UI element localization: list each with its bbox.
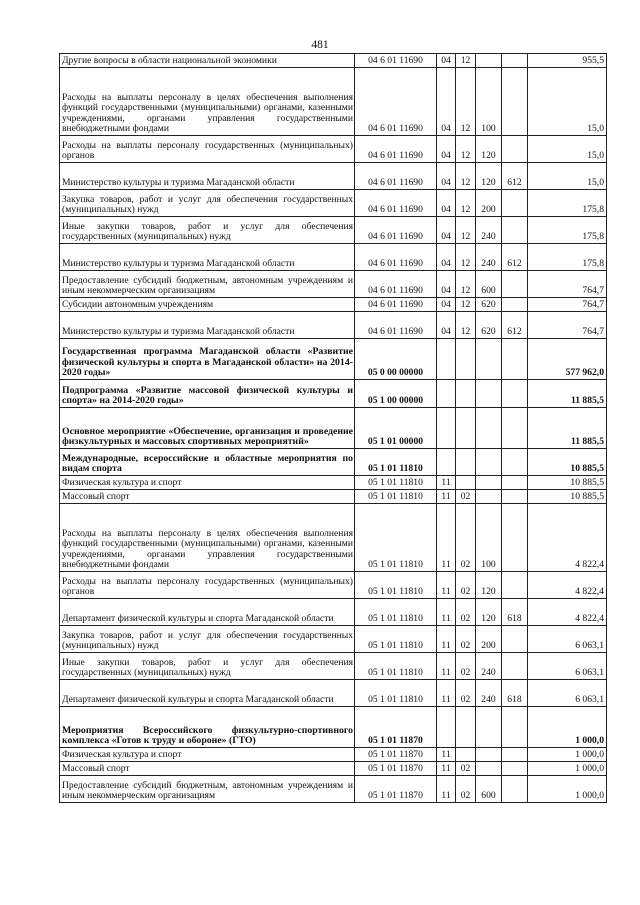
table-row <box>60 190 607 217</box>
table-row <box>60 244 607 271</box>
cell-administrator: 612 <box>502 244 528 271</box>
cell-expense-type: 120 <box>476 572 502 599</box>
cell-target-code: 04 6 01 11690 <box>355 312 437 339</box>
cell-name: Иные закупки товаров, работ и услуг для обеспечения государственных (муниципальных) нужд <box>60 653 355 680</box>
cell-administrator <box>502 339 528 380</box>
cell-name: Департамент физической культуры и спорта Магаданской области <box>60 599 355 626</box>
cell-amount: 4 822,4 <box>528 572 607 599</box>
cell-amount: 175,8 <box>528 244 607 271</box>
cell-section: 11 <box>437 748 456 762</box>
cell-expense-type: 100 <box>476 68 502 136</box>
table-row <box>60 271 607 298</box>
cell-name: Субсидии автономным учреждениям <box>60 298 355 312</box>
cell-target-code: 05 1 01 11810 <box>355 490 437 504</box>
cell-section: 04 <box>437 312 456 339</box>
cell-expense-type: 620 <box>476 298 502 312</box>
cell-subsection: 12 <box>456 312 476 339</box>
cell-section: 11 <box>437 572 456 599</box>
cell-administrator <box>502 476 528 490</box>
cell-administrator <box>502 408 528 449</box>
cell-section <box>437 707 456 748</box>
cell-name: Международные, всероссийские и областные мероприятия по видам спорта <box>60 449 355 476</box>
cell-expense-type <box>476 707 502 748</box>
cell-amount: 10 885,5 <box>528 449 607 476</box>
cell-target-code: 04 6 01 11690 <box>355 298 437 312</box>
cell-section: 04 <box>437 54 456 68</box>
cell-subsection: 12 <box>456 271 476 298</box>
cell-amount: 11 885,5 <box>528 408 607 449</box>
cell-name: Министерство культуры и туризма Магаданской области <box>60 312 355 339</box>
cell-amount: 10 885,5 <box>528 490 607 504</box>
cell-amount: 577 962,0 <box>528 339 607 380</box>
cell-amount: 175,8 <box>528 217 607 244</box>
cell-expense-type: 120 <box>476 163 502 190</box>
cell-expense-type <box>476 380 502 408</box>
cell-administrator <box>502 449 528 476</box>
cell-section: 11 <box>437 476 456 490</box>
cell-amount: 15,0 <box>528 68 607 136</box>
cell-amount: 955,5 <box>528 54 607 68</box>
cell-expense-type: 240 <box>476 217 502 244</box>
cell-section <box>437 339 456 380</box>
cell-subsection <box>456 476 476 490</box>
cell-administrator <box>502 653 528 680</box>
cell-expense-type <box>476 408 502 449</box>
table-row <box>60 217 607 244</box>
cell-name: Государственная программа Магаданской области «Развитие физической культуры и спорта в Магаданской области» на 2014-2020 годы» <box>60 339 355 380</box>
cell-name: Министерство культуры и туризма Магаданской области <box>60 244 355 271</box>
table-body <box>60 54 607 803</box>
cell-subsection: 02 <box>456 626 476 653</box>
cell-administrator <box>502 271 528 298</box>
cell-subsection: 12 <box>456 244 476 271</box>
cell-target-code: 05 1 01 11810 <box>355 449 437 476</box>
cell-administrator <box>502 572 528 599</box>
cell-target-code: 05 1 00 00000 <box>355 380 437 408</box>
cell-name: Массовый спорт <box>60 762 355 776</box>
cell-expense-type: 240 <box>476 680 502 707</box>
cell-name: Министерство культуры и туризма Магаданской области <box>60 163 355 190</box>
cell-administrator <box>502 380 528 408</box>
cell-target-code: 05 1 01 11810 <box>355 599 437 626</box>
cell-target-code: 05 1 01 11810 <box>355 504 437 572</box>
cell-target-code: 05 1 01 11810 <box>355 476 437 490</box>
cell-administrator <box>502 707 528 748</box>
cell-administrator: 612 <box>502 312 528 339</box>
cell-target-code: 05 1 01 11810 <box>355 653 437 680</box>
cell-expense-type: 200 <box>476 190 502 217</box>
cell-target-code: 05 1 01 11870 <box>355 748 437 762</box>
cell-subsection: 12 <box>456 68 476 136</box>
cell-target-code: 04 6 01 11690 <box>355 190 437 217</box>
cell-administrator: 612 <box>502 163 528 190</box>
cell-section: 11 <box>437 490 456 504</box>
cell-section: 04 <box>437 136 456 163</box>
cell-section: 04 <box>437 244 456 271</box>
cell-expense-type <box>476 449 502 476</box>
cell-subsection: 12 <box>456 217 476 244</box>
cell-name: Физическая культура и спорт <box>60 476 355 490</box>
cell-subsection: 12 <box>456 298 476 312</box>
cell-target-code: 05 1 01 11870 <box>355 776 437 803</box>
cell-section: 11 <box>437 599 456 626</box>
cell-section <box>437 408 456 449</box>
cell-amount: 764,7 <box>528 312 607 339</box>
budget-table <box>59 53 607 803</box>
cell-administrator <box>502 68 528 136</box>
cell-expense-type: 120 <box>476 136 502 163</box>
cell-administrator <box>502 54 528 68</box>
cell-name: Закупка товаров, работ и услуг для обеспечения государственных (муниципальных) нужд <box>60 190 355 217</box>
cell-amount: 6 063,1 <box>528 653 607 680</box>
table-row <box>60 504 607 572</box>
cell-administrator <box>502 626 528 653</box>
cell-subsection: 02 <box>456 776 476 803</box>
page-number: 481 <box>311 39 329 51</box>
cell-expense-type <box>476 54 502 68</box>
cell-section: 11 <box>437 776 456 803</box>
cell-subsection <box>456 408 476 449</box>
table-row <box>60 599 607 626</box>
cell-subsection: 02 <box>456 504 476 572</box>
cell-section: 11 <box>437 626 456 653</box>
cell-subsection: 12 <box>456 163 476 190</box>
cell-target-code: 05 1 01 11810 <box>355 626 437 653</box>
cell-expense-type: 620 <box>476 312 502 339</box>
cell-subsection <box>456 449 476 476</box>
table-row <box>60 476 607 490</box>
cell-target-code: 04 6 01 11690 <box>355 271 437 298</box>
table-row <box>60 408 607 449</box>
table-row <box>60 680 607 707</box>
cell-administrator <box>502 490 528 504</box>
table-row <box>60 380 607 408</box>
cell-section: 11 <box>437 680 456 707</box>
cell-name: Подпрограмма «Развитие массовой физической культуры и спорта» на 2014-2020 годы» <box>60 380 355 408</box>
table-row <box>60 653 607 680</box>
cell-target-code: 04 6 01 11690 <box>355 68 437 136</box>
cell-amount: 1 000,0 <box>528 707 607 748</box>
cell-subsection: 12 <box>456 190 476 217</box>
cell-target-code: 05 1 01 00000 <box>355 408 437 449</box>
cell-amount: 175,8 <box>528 190 607 217</box>
cell-name: Расходы на выплаты персоналу государственных (муниципальных) органов <box>60 572 355 599</box>
cell-administrator: 618 <box>502 680 528 707</box>
cell-target-code: 04 6 01 11690 <box>355 136 437 163</box>
cell-administrator <box>502 136 528 163</box>
table-row <box>60 490 607 504</box>
cell-expense-type <box>476 339 502 380</box>
cell-target-code: 05 0 00 00000 <box>355 339 437 380</box>
cell-section: 04 <box>437 163 456 190</box>
cell-administrator <box>502 190 528 217</box>
cell-amount: 6 063,1 <box>528 626 607 653</box>
cell-amount: 15,0 <box>528 163 607 190</box>
table-row <box>60 68 607 136</box>
cell-amount: 764,7 <box>528 271 607 298</box>
cell-target-code: 04 6 01 11690 <box>355 54 437 68</box>
cell-amount: 4 822,4 <box>528 599 607 626</box>
cell-section: 11 <box>437 762 456 776</box>
cell-name: Мероприятия Всероссийского физкультурно-спортивного комплекса «Готов к труду и обороне» (ГТО) <box>60 707 355 748</box>
cell-name: Предоставление субсидий бюджетным, автономным учреждениям и иным некоммерческим организациям <box>60 271 355 298</box>
cell-subsection <box>456 707 476 748</box>
cell-amount: 764,7 <box>528 298 607 312</box>
table-row <box>60 776 607 803</box>
cell-name: Предоставление субсидий бюджетным, автономным учреждениям и иным некоммерческим организациям <box>60 776 355 803</box>
cell-section <box>437 449 456 476</box>
table-row <box>60 626 607 653</box>
cell-name: Другие вопросы в области национальной экономики <box>60 54 355 68</box>
cell-administrator <box>502 504 528 572</box>
cell-expense-type <box>476 762 502 776</box>
cell-subsection <box>456 380 476 408</box>
cell-expense-type: 240 <box>476 653 502 680</box>
cell-amount: 11 885,5 <box>528 380 607 408</box>
cell-administrator <box>502 748 528 762</box>
cell-subsection <box>456 339 476 380</box>
cell-name: Расходы на выплаты персоналу государственных (муниципальных) органов <box>60 136 355 163</box>
table-row <box>60 136 607 163</box>
cell-administrator <box>502 776 528 803</box>
cell-expense-type <box>476 748 502 762</box>
cell-amount: 6 063,1 <box>528 680 607 707</box>
cell-section <box>437 380 456 408</box>
cell-expense-type <box>476 490 502 504</box>
cell-target-code: 04 6 01 11690 <box>355 163 437 190</box>
cell-target-code: 05 1 01 11810 <box>355 572 437 599</box>
cell-amount: 1 000,0 <box>528 776 607 803</box>
cell-target-code: 04 6 01 11690 <box>355 244 437 271</box>
cell-amount: 10 885,5 <box>528 476 607 490</box>
cell-target-code: 04 6 01 11690 <box>355 217 437 244</box>
table-row <box>60 707 607 748</box>
cell-name: Физическая культура и спорт <box>60 748 355 762</box>
cell-subsection <box>456 748 476 762</box>
cell-name: Расходы на выплаты персоналу в целях обеспечения выполнения функций государственными (муниципальными) органами, казенными учреждениями, органами управления государственными внебюджетными фондами <box>60 504 355 572</box>
cell-subsection: 02 <box>456 599 476 626</box>
cell-target-code: 05 1 01 11870 <box>355 707 437 748</box>
cell-administrator: 618 <box>502 599 528 626</box>
table-row <box>60 339 607 380</box>
table-row <box>60 163 607 190</box>
cell-section: 04 <box>437 68 456 136</box>
cell-section: 04 <box>437 271 456 298</box>
table-row <box>60 312 607 339</box>
cell-target-code: 05 1 01 11810 <box>355 680 437 707</box>
table-row <box>60 449 607 476</box>
cell-expense-type: 120 <box>476 599 502 626</box>
cell-subsection: 12 <box>456 54 476 68</box>
cell-name: Департамент физической культуры и спорта Магаданской области <box>60 680 355 707</box>
table-row <box>60 748 607 762</box>
cell-section: 04 <box>437 298 456 312</box>
cell-subsection: 12 <box>456 136 476 163</box>
cell-subsection: 02 <box>456 653 476 680</box>
cell-name: Расходы на выплаты персоналу в целях обеспечения выполнения функций государственными (муниципальными) органами, казенными учреждениями, органами управления государственными внебюджетными фондами <box>60 68 355 136</box>
cell-expense-type <box>476 476 502 490</box>
cell-expense-type: 240 <box>476 244 502 271</box>
cell-expense-type: 100 <box>476 504 502 572</box>
table-row <box>60 54 607 68</box>
cell-administrator <box>502 217 528 244</box>
cell-administrator <box>502 762 528 776</box>
cell-section: 04 <box>437 190 456 217</box>
cell-subsection: 02 <box>456 680 476 707</box>
cell-section: 04 <box>437 217 456 244</box>
table-row <box>60 572 607 599</box>
cell-section: 11 <box>437 653 456 680</box>
cell-name: Закупка товаров, работ и услуг для обеспечения государственных (муниципальных) нужд <box>60 626 355 653</box>
table-row <box>60 298 607 312</box>
cell-subsection: 02 <box>456 490 476 504</box>
cell-expense-type: 600 <box>476 271 502 298</box>
cell-amount: 1 000,0 <box>528 748 607 762</box>
cell-name: Иные закупки товаров, работ и услуг для обеспечения государственных (муниципальных) нужд <box>60 217 355 244</box>
cell-name: Основное мероприятие «Обеспечение, организация и проведение физкультурных и массовых спортивных мероприятий» <box>60 408 355 449</box>
cell-amount: 4 822,4 <box>528 504 607 572</box>
cell-amount: 15,0 <box>528 136 607 163</box>
cell-section: 11 <box>437 504 456 572</box>
cell-expense-type: 200 <box>476 626 502 653</box>
table-row <box>60 762 607 776</box>
cell-subsection: 02 <box>456 762 476 776</box>
cell-expense-type: 600 <box>476 776 502 803</box>
cell-subsection: 02 <box>456 572 476 599</box>
cell-target-code: 05 1 01 11870 <box>355 762 437 776</box>
cell-administrator <box>502 298 528 312</box>
cell-name: Массовый спорт <box>60 490 355 504</box>
cell-amount: 1 000,0 <box>528 762 607 776</box>
